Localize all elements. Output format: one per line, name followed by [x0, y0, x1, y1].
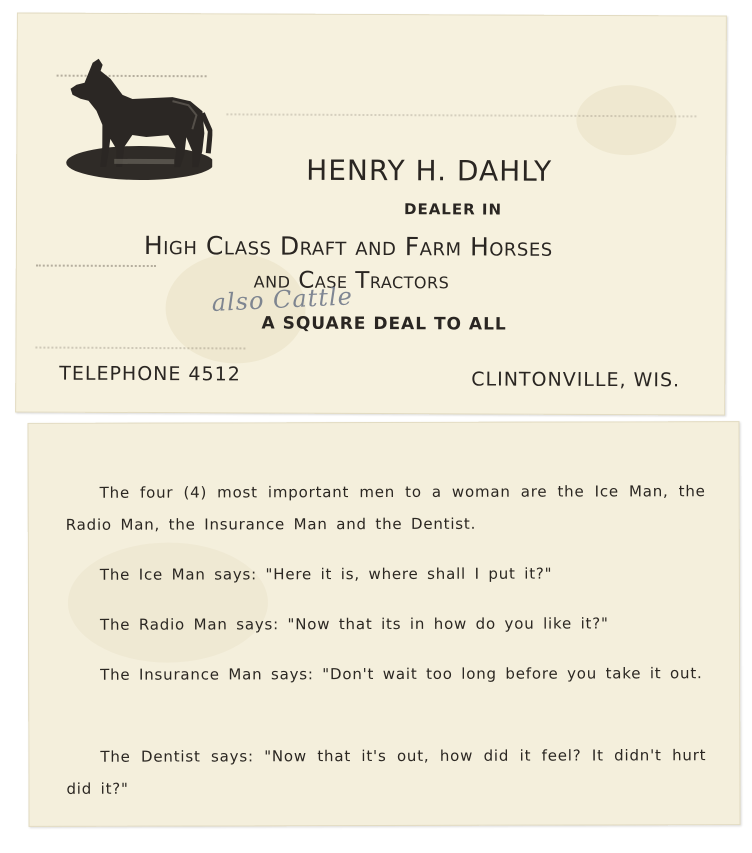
slogan: A SQUARE DEAL TO ALL	[261, 313, 507, 335]
joke-intro-paragraph: The four (4) most important men to a woman are the Ice Man, the Radio Man, the Insurance Man and the Dentist.	[65, 482, 706, 534]
telephone-number: TELEPHONE 4512	[59, 362, 241, 386]
dealer-in-label: DEALER IN	[403, 200, 503, 219]
dot-line	[36, 265, 156, 270]
city-address: CLINTONVILLE, WIS.	[471, 368, 681, 392]
handwritten-note: also Cattle	[211, 282, 354, 317]
business-line-tractors: and Case Tractors	[253, 267, 450, 295]
business-card-back	[27, 421, 740, 827]
joke-radio-man-paragraph: The Radio Man says: "Now that its in how do you like it?"	[99, 614, 609, 634]
dealer-name: HENRY H. DAHLY	[306, 153, 553, 188]
draft-horse-icon	[62, 55, 213, 184]
joke-ice-man-paragraph: The Ice Man says: "Here it is, where shall I put it?"	[99, 564, 553, 584]
stain	[576, 85, 676, 155]
dot-line	[226, 113, 696, 119]
joke-dentist-paragraph: The Dentist says: "Now that it's out, how did it feel? It didn't hurt did it?"	[66, 746, 707, 798]
joke-insurance-man-paragraph: The Insurance Man says: "Don't wait too long before you take it out.	[100, 664, 703, 684]
dot-line	[35, 347, 245, 352]
business-line-horses: High Class Draft and Farm Horses	[143, 231, 553, 262]
business-card-front	[15, 12, 727, 415]
